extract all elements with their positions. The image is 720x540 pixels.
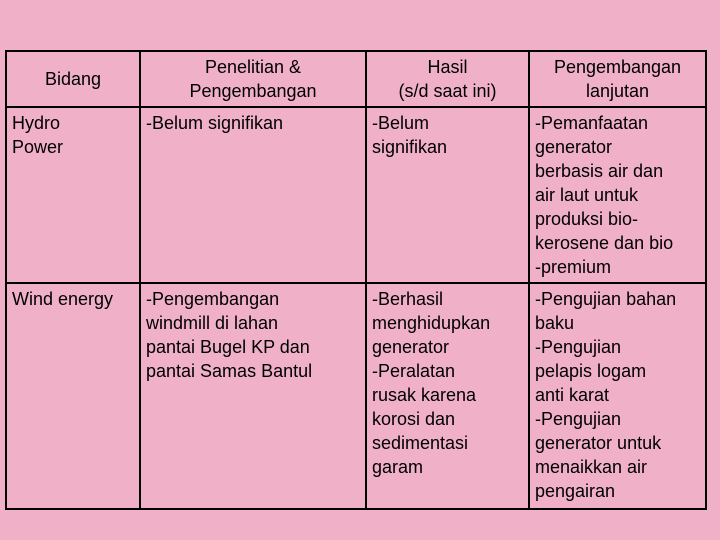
cell-hasil: -Berhasil menghidupkan generator -Peralatan rusak karena korosi dan sedimentasi garam bbox=[366, 283, 529, 509]
table-row bbox=[6, 107, 706, 283]
header-bidang: Bidang bbox=[6, 51, 140, 107]
energy-research-table bbox=[5, 50, 707, 510]
header-penelitian: Penelitian & Pengembangan bbox=[140, 51, 366, 107]
cell-hasil: -Belum signifikan bbox=[366, 107, 529, 283]
table-row bbox=[6, 283, 706, 509]
cell-bidang: Wind energy bbox=[6, 283, 140, 509]
cell-lanjutan: -Pengujian bahan baku -Pengujian pelapis logam anti karat -Pengujian generator untuk menaikkan air pengairan bbox=[529, 283, 706, 509]
table-header-row bbox=[6, 51, 706, 107]
header-hasil: Hasil (s/d saat ini) bbox=[366, 51, 529, 107]
cell-bidang: Hydro Power bbox=[6, 107, 140, 283]
cell-lanjutan: -Pemanfaatan generator berbasis air dan air laut untuk produksi bio- kerosene dan bio -premium bbox=[529, 107, 706, 283]
header-lanjutan: Pengembangan lanjutan bbox=[529, 51, 706, 107]
cell-penelitian: -Pengembangan windmill di lahan pantai Bugel KP dan pantai Samas Bantul bbox=[140, 283, 366, 509]
cell-penelitian: -Belum signifikan bbox=[140, 107, 366, 283]
